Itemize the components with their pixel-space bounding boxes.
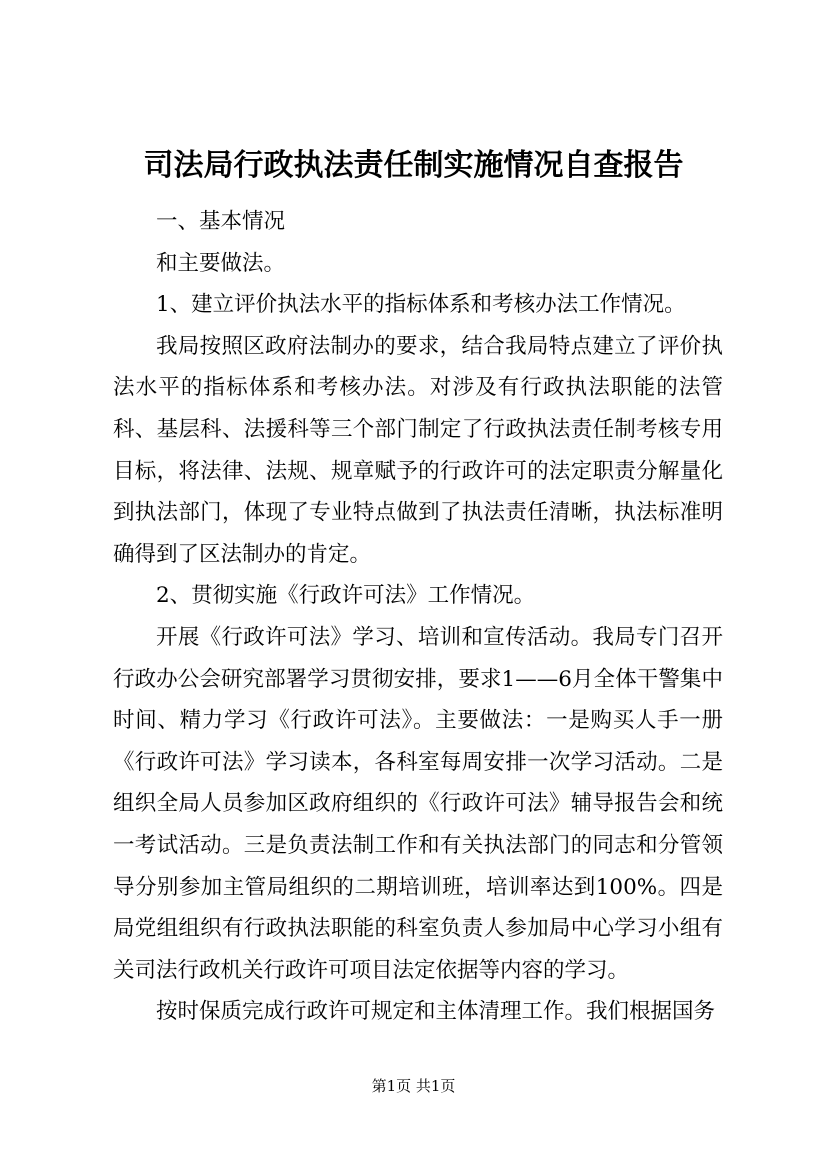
subheading-licensing-law: 2、贯彻实施《行政许可法》工作情况。 <box>156 583 536 609</box>
page-footer: 第1页 共1页 <box>371 1077 456 1095</box>
paragraph-evaluation-system: 我局按照区政府法制办的要求，结合我局特点建立了评价执法水平的指标体系和考核办法。对涉及有行政执法职能的法管科、基层科、法援科等三个部门制定了行政执法责任制考核专用目标，将法律、法规、规章赋予的行政许可的法定职责分解量化到执法部门，体现了专业特点做到了执法责任清晰，执法标准明确得到了区法制办的肯定。 <box>113 333 723 567</box>
document-body <box>113 201 723 1033</box>
paragraph-licensing-cleanup: 按时保质完成行政许可规定和主体清理工作。我们根据国务 <box>156 999 716 1025</box>
subheading-evaluation-system: 1、建立评价执法水平的指标体系和考核办法工作情况。 <box>156 292 686 318</box>
paragraph-licensing-training: 开展《行政许可法》学习、培训和宣传活动。我局专门召开行政办公会研究部署学习贯彻安排，要求1——6月全体干警集中时间、精力学习《行政许可法》。主要做法：一是购买人手一册《行政许可法》学习读本，各科室每周安排一次学习活动。二是组织全局人员参加区政府组织的《行政许可法》辅导报告会和统一考试活动。三是负责法制工作和有关执法部门的同志和分管领导分别参加主管局组织的二期培训班，培训率达到100%。四是局党组组织有行政执法职能的科室负责人参加局中心学习小组有关司法行政机关行政许可项目法定依据等内容的学习。 <box>113 624 723 983</box>
section-heading-basic: 一、基本情况 <box>156 209 286 234</box>
paragraph-main-practices: 和主要做法。 <box>156 250 286 276</box>
document-title: 司法局行政执法责任制实施情况自查报告 <box>143 148 684 183</box>
